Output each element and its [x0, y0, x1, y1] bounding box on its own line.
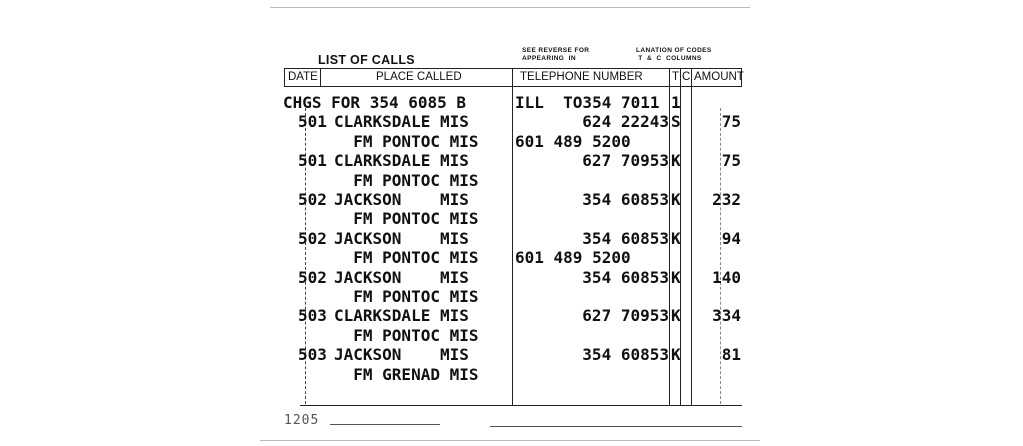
footer-rule-left	[330, 424, 440, 425]
row-place: JACKSON MIS	[334, 190, 469, 209]
row-place: JACKSON MIS	[334, 228, 469, 248]
row-place: FM GRENAD MIS	[334, 364, 479, 384]
row-phone: 601 489 5200	[515, 131, 631, 151]
row-amount: 334	[712, 306, 741, 326]
row-phone: 354 60853	[582, 228, 669, 248]
row-tc-code: K	[671, 306, 681, 326]
row-place: FM PONTOC MIS	[334, 209, 479, 229]
row-amount: 75	[721, 112, 741, 132]
row-date: 502	[298, 267, 327, 287]
row-tc-code: K	[671, 190, 681, 209]
header-bottom-rule	[284, 86, 742, 87]
rule-place-phone	[512, 68, 513, 406]
col-header-c: C	[682, 71, 691, 83]
row-tc-code: S	[671, 112, 681, 132]
row-place: CHGS FOR 354 6085 B	[283, 93, 467, 112]
row-place: CLARKSDALE MIS	[334, 306, 469, 326]
row-place: JACKSON MIS	[334, 345, 469, 365]
rule-c-amount	[691, 68, 692, 406]
col-header-date: DATE	[288, 71, 318, 83]
row-phone: 354 60853	[582, 345, 669, 365]
row-place: FM PONTOC MIS	[334, 170, 479, 190]
row-date: 501	[298, 151, 327, 171]
row-phone: 601 489 5200	[515, 248, 631, 268]
row-place: JACKSON MIS	[334, 267, 469, 287]
row-place: FM PONTOC MIS	[334, 287, 479, 306]
row-amount: 81	[721, 345, 741, 365]
row-place: FM PONTOC MIS	[334, 248, 479, 268]
col-header-t: T	[672, 71, 680, 83]
row-phone: 624 22243	[582, 112, 669, 132]
row-phone: 627 70953	[582, 151, 669, 171]
row-phone: 354 60853	[582, 267, 669, 287]
header-divider-date	[320, 68, 321, 86]
row-place: FM PONTOC MIS	[334, 131, 479, 151]
footer-rule	[490, 426, 742, 427]
row-tc-code: K	[671, 228, 681, 248]
row-tc-code: K	[671, 151, 681, 171]
scan-artifact-bottom	[260, 440, 760, 441]
col-header-amount: AMOUNT	[694, 71, 744, 83]
rule-phone-t	[669, 68, 670, 406]
col-header-phone: TELEPHONE NUMBER	[520, 71, 643, 83]
row-place: CLARKSDALE MIS	[334, 112, 469, 132]
codes-note-right: LANATION OF CODES T & C COLUMNS	[636, 47, 712, 62]
row-date: 503	[298, 306, 327, 326]
row-date: 503	[298, 345, 327, 365]
row-amount: 140	[712, 267, 741, 287]
scan-artifact-top	[270, 7, 750, 8]
row-phone: ILL TO354 7011	[515, 93, 660, 112]
row-amount: 94	[721, 228, 741, 248]
row-date: 501	[298, 112, 327, 132]
row-phone: 354 60853	[582, 190, 669, 209]
row-tc-code: K	[671, 267, 681, 287]
header-left-border	[284, 68, 285, 86]
row-tc-code: K	[671, 345, 681, 365]
header-top-rule	[284, 68, 742, 69]
row-tc-code: 1	[671, 93, 681, 112]
table-bottom-rule	[300, 405, 742, 406]
row-date: 502	[298, 228, 327, 248]
footer-stamp: 1205	[284, 413, 320, 428]
col-header-place: PLACE CALLED	[376, 71, 462, 83]
row-place: CLARKSDALE MIS	[334, 151, 469, 171]
row-phone: 627 70953	[582, 306, 669, 326]
row-date: 502	[298, 190, 327, 209]
codes-note-left: SEE REVERSE FOR APPEARING IN	[522, 47, 590, 62]
row-amount: 232	[712, 190, 741, 209]
row-place: FM PONTOC MIS	[334, 325, 479, 345]
list-title: LIST OF CALLS	[318, 53, 415, 67]
row-amount: 75	[721, 151, 741, 171]
